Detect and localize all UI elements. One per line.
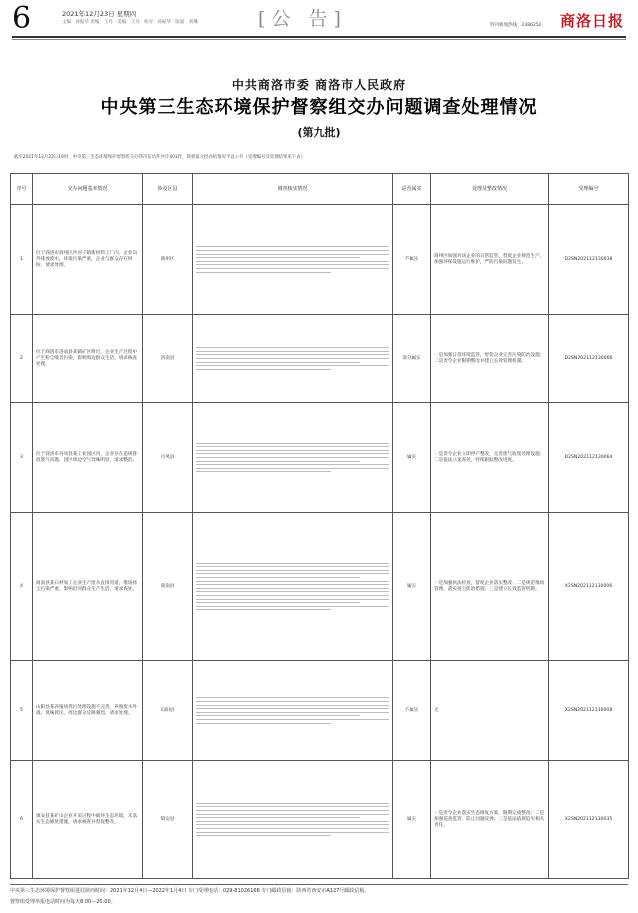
issue-date: 2021年12月23日 星期四	[62, 10, 137, 18]
row-issue: 商南县某石材加工企业生产废水直排河道，堆场扬尘污染严重，影响沿河群众生产生活，请求查处。	[33, 513, 143, 661]
row-measures: 一是加强日常环境监管，督促企业完善污染防治设施；二是责令企业限期整改并建立长效管理机制。	[431, 315, 549, 403]
row-issue: 镇安县某矿山企业开采过程中破坏生态环境，未落实生态修复措施，请求核查并督促整改。	[33, 761, 143, 879]
row-investigation	[193, 761, 393, 879]
row-number: 4	[11, 513, 33, 661]
table-row	[11, 315, 629, 403]
col-header-no: 序号	[11, 174, 33, 205]
col-header-code: 受理编号	[549, 174, 629, 205]
hotline: 特刊新闻热线：2386252	[490, 23, 542, 28]
row-number: 2	[11, 315, 33, 403]
row-verified: 属实	[393, 403, 431, 513]
editor-credits: 主编：孙振华 责编：王丹 · 美编：王丹 · 校对：孙振华 · 版面：刘琳	[62, 20, 198, 25]
row-verified: 属实	[393, 513, 431, 661]
col-header-district: 涉及区县	[143, 174, 193, 205]
report-table	[10, 173, 629, 879]
footer-contact: 中央第三生态环境保护督察组进驻陕西时间：2021年12月4日—2022年1月4日 专门受理电话：029-81026166 专门邮政信箱：陕西省西安市A127号邮政信箱。	[10, 888, 370, 894]
section-title: [公 告]	[258, 8, 347, 30]
row-measures: 一是责令企业立即停产整改，完善废气收集处理设施；二是依法立案查处，持续跟踪整改进度。	[431, 403, 549, 513]
row-number: 6	[11, 761, 33, 879]
row-issue: 位于商洛市洛南县某镇矿区附近，企业生产过程中产生粉尘噪音污染，影响周边群众生活，请求核查处理。	[33, 315, 143, 403]
row-code: D2SN202112130064	[549, 403, 629, 513]
page-number: 6	[12, 1, 32, 36]
row-investigation	[193, 403, 393, 513]
row-district: 洛南县	[143, 315, 193, 403]
table-row	[11, 761, 629, 879]
row-measures: 一是责令企业落实生态修复方案，限期完成整改；二是加强巡查监管，防止问题反弹；三是依法依规追究相关责任。	[431, 761, 549, 879]
row-district: 山阳县	[143, 661, 193, 761]
col-header-issue: 交办问题基本情况	[33, 174, 143, 205]
row-investigation	[193, 661, 393, 761]
col-header-investigation: 调查核实情况	[193, 174, 393, 205]
table-header-row	[11, 174, 629, 205]
row-issue: 山阳县某养殖场粪污处理设施不完善，养殖废水外溢，臭味扰民，周边群众反映强烈，请求处理。	[33, 661, 143, 761]
issuers: 中共商洛市委 商洛市人民政府	[231, 78, 407, 92]
footer-hours: 督察组受理举报电话时间为每天8:00—20:00。	[10, 899, 116, 905]
table-row	[11, 205, 629, 315]
table-row	[11, 403, 629, 513]
row-district: 商南县	[143, 513, 193, 661]
col-header-verified: 是否属实	[393, 174, 431, 205]
row-code: D2SN202112130038	[549, 205, 629, 315]
paper-logo: 商洛日报	[560, 12, 625, 30]
col-header-measures: 处理及整改情况	[431, 174, 549, 205]
row-district: 丹凤县	[143, 403, 193, 513]
table-row	[11, 513, 629, 661]
row-district: 镇安县	[143, 761, 193, 879]
row-verified: 不属实	[393, 205, 431, 315]
row-measures: 无	[431, 661, 549, 761]
row-issue: 位于商洛市丹凤县某工业园区内，企业存在违规排放废气问题，园区周边空气异味明显，请求整治。	[33, 403, 143, 513]
masthead	[0, 0, 638, 44]
row-investigation	[193, 315, 393, 403]
table-row	[11, 661, 629, 761]
row-code: X2SN202112130008	[549, 661, 629, 761]
row-investigation	[193, 513, 393, 661]
row-code: X2SN202112130006	[549, 513, 629, 661]
row-verified: 属实	[393, 761, 431, 879]
intro-text: 截至2021年12月22日16时，中央第三生态环境保护督察组交办我市信访件共计403件，现将第九批办结情况予以公开（受理编号及处理结果见下表）：	[14, 155, 308, 160]
footer-rule	[10, 884, 628, 885]
row-code: D2SN202112130066	[549, 315, 629, 403]
row-verified: 不属实	[393, 661, 431, 761]
masthead-rule-thin	[12, 39, 626, 40]
row-number: 5	[11, 661, 33, 761]
row-issue: 位于商洛市商州区沙河子镇新材料工厂内，企业向外排放废水，环境污染严重，企业与群众存在纠纷，请求处理。	[33, 205, 143, 315]
masthead-rule	[12, 36, 626, 38]
batch-label: (第九批)	[297, 126, 341, 139]
row-code: X2SN202112130035	[549, 761, 629, 879]
headline: 中央第三生态环境保护督察组交办问题调查处理情况	[100, 97, 538, 118]
row-verified: 部分属实	[393, 315, 431, 403]
row-measures: 商州区加强对该企业的日常监管，督促企业规范生产，加强环保设施运行维护，严防污染问题发生。	[431, 205, 549, 315]
row-district: 商州区	[143, 205, 193, 315]
row-number: 1	[11, 205, 33, 315]
row-measures: 一是加强执法检查，督促企业落实整改；二是规范堆场管理，落实扬尘防治措施；三是建立长效监管机制。	[431, 513, 549, 661]
row-investigation	[193, 205, 393, 315]
row-number: 3	[11, 403, 33, 513]
